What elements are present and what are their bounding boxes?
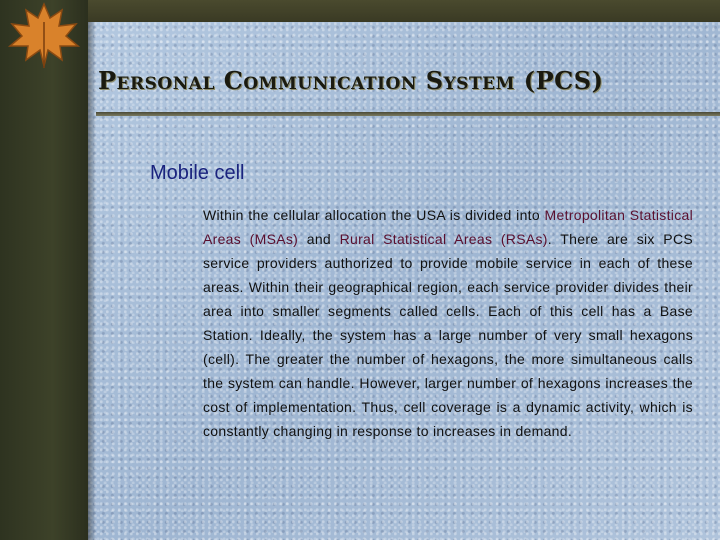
maple-leaf-icon xyxy=(4,0,84,70)
top-border xyxy=(0,0,720,22)
section-heading: Mobile cell xyxy=(150,162,245,184)
paragraph-text: Within the cellular allocation the USA is divided into xyxy=(203,207,545,223)
body-paragraph xyxy=(203,203,693,443)
rsa-term: Rural Statistical Areas (RSAs) xyxy=(339,231,548,247)
title-divider xyxy=(96,112,720,116)
left-border xyxy=(0,0,88,540)
paragraph-text: . There are six PCS service providers authorized to provide mobile service in each of these areas. Within their geographical region, each service provider divides their area into smaller segments called cells. Each of this cell has a Base Station. Ideally, the system has a large number of very small hexagons (cell). The greater the number of hexagons, the more simultaneous calls the system can handle. However, larger number of hexagons increases the cost of implementation. Thus, cell coverage is a dynamic activity, which is constantly changing in response to increases in demand. xyxy=(203,231,693,439)
slide-title: Personal Communication System (PCS) xyxy=(98,66,604,95)
paragraph-text: and xyxy=(298,231,340,247)
slide-shadow xyxy=(88,22,96,540)
msa-term: Metropolitan Statistical Areas (MSAs) xyxy=(203,207,693,247)
